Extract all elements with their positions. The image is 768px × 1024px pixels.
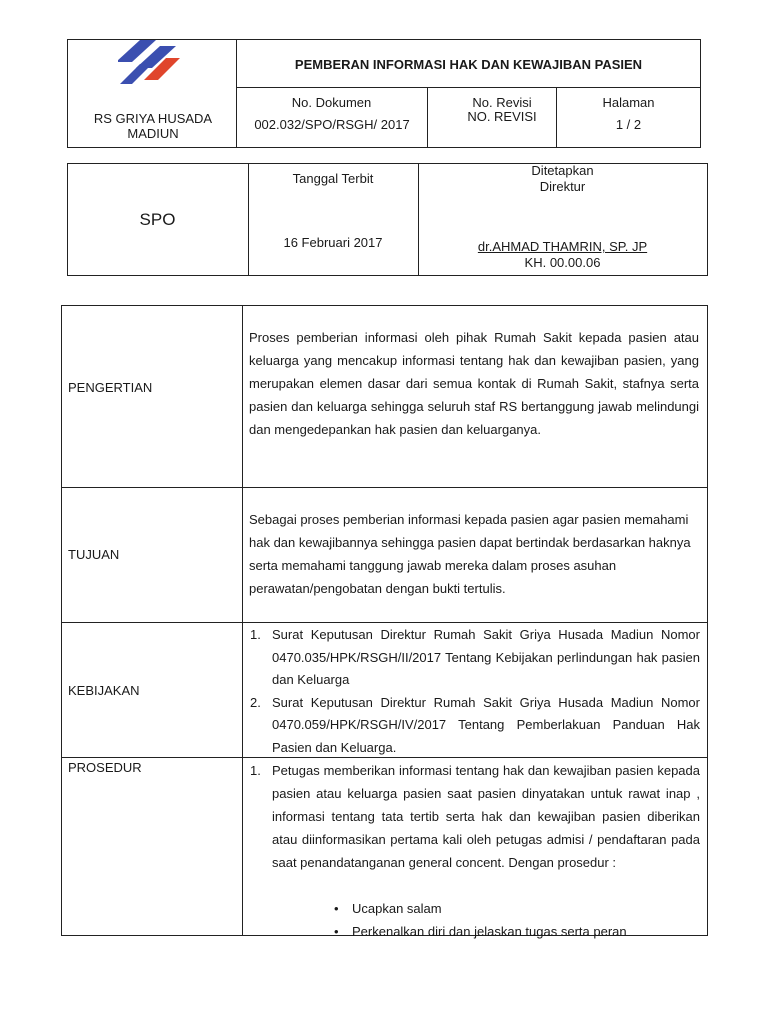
pengertian-label: PENGERTIAN	[68, 380, 153, 395]
issue-date-label: Tanggal Terbit	[292, 171, 374, 186]
prosedur-label: PROSEDUR	[68, 760, 142, 775]
list-item	[242, 692, 700, 760]
approved-label: Ditetapkan	[531, 163, 594, 178]
doc-number-value: 002.032/SPO/RSGH/ 2017	[254, 117, 410, 132]
prosedur-bullets	[242, 897, 700, 943]
revision-value: NO. REVISI	[467, 109, 537, 124]
approver-id: KH. 00.00.06	[524, 255, 601, 270]
page-label: Halaman	[602, 95, 655, 110]
issue-date-value: 16 Februari 2017	[283, 235, 383, 250]
tujuan-text: Sebagai proses pemberian informasi kepada pasien agar pasien memahami hak dan kewajibannya sehingga pasien dapat bertindak berdasarkan haknya serta memahami tanggung jawab mereka dalam proses asuhan perawatan/pengobatan dengan bukti tertulis.	[249, 512, 691, 596]
document-title: PEMBERAN INFORMASI HAK DAN KEWAJIBAN PASIEN	[294, 57, 643, 72]
header-divider-v1	[236, 39, 237, 148]
list-number: 1.	[250, 763, 261, 778]
approver-name: dr.AHMAD THAMRIN, SP. JP	[477, 239, 648, 254]
list-item	[242, 624, 700, 692]
list-item	[242, 759, 700, 874]
row-divider-2	[61, 622, 708, 623]
list-item-text: Surat Keputusan Direktur Rumah Sakit Griya Husada Madiun Nomor 0470.059/HPK/RSGH/IV/2017 Tentang Pemberlakuan Panduan Hak Pasien dan Keluarga.	[272, 694, 700, 755]
tujuan-label: TUJUAN	[68, 547, 120, 562]
list-item-text: Surat Keputusan Direktur Rumah Sakit Griya Husada Madiun Nomor 0470.035/HPK/RSGH/II/2017 Tentang Kebijakan perlindungan hak pasien dan Keluarga	[272, 627, 700, 687]
kebijakan-label: KEBIJAKAN	[68, 683, 140, 698]
hospital-logo-icon	[118, 40, 182, 86]
spo-label: SPO	[139, 210, 176, 229]
prosedur-list	[242, 759, 700, 874]
header-divider-h1	[236, 87, 701, 88]
list-number: 1.	[250, 627, 261, 642]
approver-title: Direktur	[539, 179, 586, 194]
bullet-item: • Ucapkan salam	[334, 897, 700, 920]
list-number: 2.	[250, 694, 261, 710]
page-number: 1 / 2	[615, 117, 642, 132]
hospital-name: RS GRIYA HUSADA MADIUN	[93, 111, 213, 141]
revision-label: No. Revisi	[472, 95, 532, 110]
spo-divider-v2	[418, 163, 419, 276]
doc-number-label: No. Dokumen	[291, 95, 372, 110]
pengertian-text: Proses pemberian informasi oleh pihak Rumah Sakit kepada pasien atau keluarga yang mencakup informasi tentang hak dan kewajiban pasien, yang merupakan elemen dasar dari semua kontak di Rumah Sakit, stafnya serta pasien dan keluarga sehingga seluruh staf RS bertanggung jawab melindungi dan mengedepankan hak pasien dan keluarganya.	[249, 330, 699, 437]
row-divider-1	[61, 487, 708, 488]
bullet-item: • Perkenalkan diri dan jelaskan tugas serta peran	[334, 920, 700, 943]
list-item-text: Petugas memberikan informasi tentang hak dan kewajiban pasien kepada pasien atau keluarga pasien saat pasien dinyatakan untuk rawat inap , informasi tentang tata tertib serta hak dan kewajiban pasien diberikan atau diinformasikan pertama kali oleh petugas admisi / pendaftaran pada saat penandatanganan general concent. Dengan prosedur :	[272, 763, 700, 870]
kebijakan-list	[242, 624, 700, 759]
